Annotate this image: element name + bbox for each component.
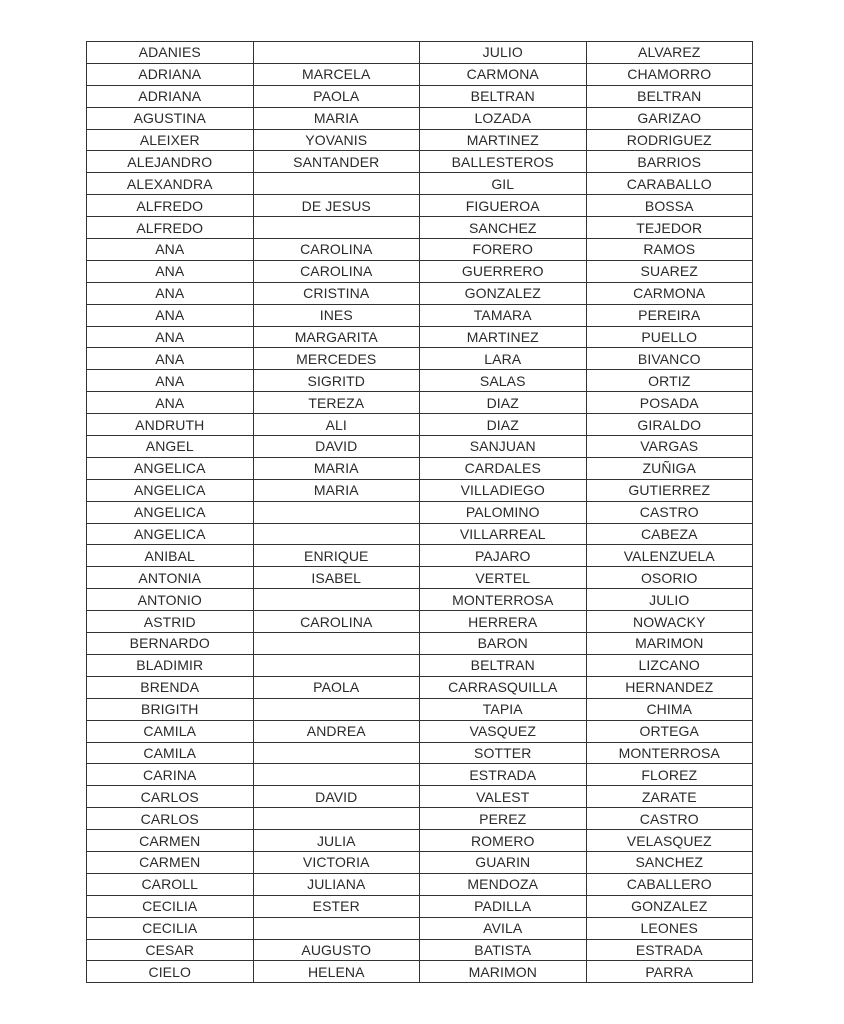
first-surname-cell: CARMONA <box>420 63 587 85</box>
second-name-cell: SANTANDER <box>253 151 420 173</box>
table-row <box>87 326 753 348</box>
names-table-body <box>87 42 753 983</box>
first-surname-cell: VERTEL <box>420 567 587 589</box>
second-name-cell: MARGARITA <box>253 326 420 348</box>
second-surname-cell: NOWACKY <box>586 611 753 633</box>
table-row <box>87 633 753 655</box>
second-name-cell: INES <box>253 304 420 326</box>
first-surname-cell: GIL <box>420 173 587 195</box>
second-surname-cell: PEREIRA <box>586 304 753 326</box>
second-surname-cell: TEJEDOR <box>586 217 753 239</box>
first-surname-cell: VILLADIEGO <box>420 479 587 501</box>
first-name-cell: ANA <box>87 239 254 261</box>
first-name-cell: CAROLL <box>87 873 254 895</box>
second-surname-cell: SANCHEZ <box>586 851 753 873</box>
second-surname-cell: GIRALDO <box>586 414 753 436</box>
first-name-cell: CARMEN <box>87 830 254 852</box>
table-row <box>87 436 753 458</box>
table-row <box>87 501 753 523</box>
table-row <box>87 961 753 983</box>
table-row <box>87 239 753 261</box>
table-row <box>87 195 753 217</box>
first-surname-cell: AVILA <box>420 917 587 939</box>
first-surname-cell: SOTTER <box>420 742 587 764</box>
second-surname-cell: CHIMA <box>586 698 753 720</box>
table-row <box>87 217 753 239</box>
first-name-cell: ANDRUTH <box>87 414 254 436</box>
second-name-cell: JULIA <box>253 830 420 852</box>
table-row <box>87 348 753 370</box>
first-surname-cell: MARTINEZ <box>420 326 587 348</box>
first-name-cell: ANA <box>87 392 254 414</box>
table-row <box>87 129 753 151</box>
table-row <box>87 392 753 414</box>
second-surname-cell: GARIZAO <box>586 107 753 129</box>
table-row <box>87 939 753 961</box>
second-surname-cell: VELASQUEZ <box>586 830 753 852</box>
first-name-cell: ADRIANA <box>87 85 254 107</box>
first-name-cell: ANA <box>87 260 254 282</box>
table-row <box>87 698 753 720</box>
second-surname-cell: BIVANCO <box>586 348 753 370</box>
second-name-cell: PAOLA <box>253 676 420 698</box>
second-surname-cell: PARRA <box>586 961 753 983</box>
second-surname-cell: BARRIOS <box>586 151 753 173</box>
second-surname-cell: CARABALLO <box>586 173 753 195</box>
second-name-cell <box>253 633 420 655</box>
first-name-cell: ANA <box>87 370 254 392</box>
table-row <box>87 764 753 786</box>
second-surname-cell: ORTEGA <box>586 720 753 742</box>
second-name-cell <box>253 742 420 764</box>
second-name-cell: DAVID <box>253 436 420 458</box>
table-row <box>87 545 753 567</box>
first-name-cell: ALFREDO <box>87 217 254 239</box>
first-surname-cell: JULIO <box>420 42 587 64</box>
table-row <box>87 85 753 107</box>
first-surname-cell: ESTRADA <box>420 764 587 786</box>
second-name-cell <box>253 917 420 939</box>
first-name-cell: ANGELICA <box>87 479 254 501</box>
second-surname-cell: BOSSA <box>586 195 753 217</box>
first-name-cell: ALEJANDRO <box>87 151 254 173</box>
first-surname-cell: VASQUEZ <box>420 720 587 742</box>
second-name-cell: MARIA <box>253 479 420 501</box>
second-surname-cell: ALVAREZ <box>586 42 753 64</box>
table-row <box>87 589 753 611</box>
first-name-cell: ANTONIO <box>87 589 254 611</box>
second-name-cell <box>253 501 420 523</box>
first-name-cell: CECILIA <box>87 917 254 939</box>
first-name-cell: ANA <box>87 282 254 304</box>
first-surname-cell: PADILLA <box>420 895 587 917</box>
second-name-cell: DAVID <box>253 786 420 808</box>
first-surname-cell: BELTRAN <box>420 654 587 676</box>
first-surname-cell: CARRASQUILLA <box>420 676 587 698</box>
first-name-cell: ALEXANDRA <box>87 173 254 195</box>
table-row <box>87 895 753 917</box>
second-name-cell: CAROLINA <box>253 260 420 282</box>
second-name-cell: JULIANA <box>253 873 420 895</box>
first-name-cell: CAMILA <box>87 742 254 764</box>
names-table <box>86 41 753 983</box>
table-row <box>87 107 753 129</box>
second-surname-cell: FLOREZ <box>586 764 753 786</box>
second-surname-cell: CASTRO <box>586 808 753 830</box>
first-name-cell: ANGELICA <box>87 457 254 479</box>
first-name-cell: BRIGITH <box>87 698 254 720</box>
second-name-cell: ALI <box>253 414 420 436</box>
first-surname-cell: DIAZ <box>420 414 587 436</box>
first-name-cell: CARMEN <box>87 851 254 873</box>
first-surname-cell: CARDALES <box>420 457 587 479</box>
second-name-cell <box>253 808 420 830</box>
first-surname-cell: SANCHEZ <box>420 217 587 239</box>
second-surname-cell: RAMOS <box>586 239 753 261</box>
first-surname-cell: BELTRAN <box>420 85 587 107</box>
table-row <box>87 457 753 479</box>
first-name-cell: BRENDA <box>87 676 254 698</box>
second-name-cell: DE JESUS <box>253 195 420 217</box>
second-surname-cell: LIZCANO <box>586 654 753 676</box>
table-row <box>87 851 753 873</box>
first-name-cell: CARLOS <box>87 786 254 808</box>
second-surname-cell: JULIO <box>586 589 753 611</box>
second-name-cell: TEREZA <box>253 392 420 414</box>
table-row <box>87 282 753 304</box>
second-name-cell <box>253 589 420 611</box>
second-name-cell <box>253 173 420 195</box>
second-name-cell: VICTORIA <box>253 851 420 873</box>
first-surname-cell: MARIMON <box>420 961 587 983</box>
second-surname-cell: POSADA <box>586 392 753 414</box>
table-row <box>87 260 753 282</box>
second-name-cell: ISABEL <box>253 567 420 589</box>
first-name-cell: CECILIA <box>87 895 254 917</box>
second-surname-cell: GONZALEZ <box>586 895 753 917</box>
first-name-cell: ALFREDO <box>87 195 254 217</box>
first-name-cell: CAMILA <box>87 720 254 742</box>
first-surname-cell: SALAS <box>420 370 587 392</box>
first-name-cell: BERNARDO <box>87 633 254 655</box>
second-surname-cell: MONTERROSA <box>586 742 753 764</box>
table-row <box>87 720 753 742</box>
first-name-cell: ANA <box>87 326 254 348</box>
first-name-cell: ANTONIA <box>87 567 254 589</box>
first-surname-cell: DIAZ <box>420 392 587 414</box>
second-surname-cell: BELTRAN <box>586 85 753 107</box>
second-name-cell: MERCEDES <box>253 348 420 370</box>
second-name-cell <box>253 42 420 64</box>
first-surname-cell: MONTERROSA <box>420 589 587 611</box>
table-row <box>87 151 753 173</box>
table-row <box>87 808 753 830</box>
table-row <box>87 917 753 939</box>
table-row <box>87 742 753 764</box>
first-name-cell: CARINA <box>87 764 254 786</box>
second-surname-cell: LEONES <box>586 917 753 939</box>
second-surname-cell: ZUÑIGA <box>586 457 753 479</box>
first-surname-cell: ROMERO <box>420 830 587 852</box>
second-surname-cell: CASTRO <box>586 501 753 523</box>
second-name-cell: CAROLINA <box>253 239 420 261</box>
second-name-cell: PAOLA <box>253 85 420 107</box>
table-row <box>87 479 753 501</box>
second-surname-cell: CABALLERO <box>586 873 753 895</box>
table-row <box>87 567 753 589</box>
second-name-cell <box>253 654 420 676</box>
first-surname-cell: SANJUAN <box>420 436 587 458</box>
first-name-cell: ASTRID <box>87 611 254 633</box>
second-name-cell: ENRIQUE <box>253 545 420 567</box>
table-row <box>87 611 753 633</box>
table-row <box>87 42 753 64</box>
first-surname-cell: PAJARO <box>420 545 587 567</box>
second-name-cell: CAROLINA <box>253 611 420 633</box>
first-surname-cell: VILLARREAL <box>420 523 587 545</box>
second-surname-cell: CABEZA <box>586 523 753 545</box>
second-surname-cell: ZARATE <box>586 786 753 808</box>
first-name-cell: BLADIMIR <box>87 654 254 676</box>
first-surname-cell: GONZALEZ <box>420 282 587 304</box>
first-surname-cell: VALEST <box>420 786 587 808</box>
second-surname-cell: ESTRADA <box>586 939 753 961</box>
first-surname-cell: PALOMINO <box>420 501 587 523</box>
second-name-cell <box>253 217 420 239</box>
table-row <box>87 173 753 195</box>
second-name-cell <box>253 698 420 720</box>
second-name-cell: MARCELA <box>253 63 420 85</box>
first-surname-cell: BALLESTEROS <box>420 151 587 173</box>
first-name-cell: ANA <box>87 348 254 370</box>
first-name-cell: AGUSTINA <box>87 107 254 129</box>
table-row <box>87 63 753 85</box>
table-row <box>87 414 753 436</box>
first-name-cell: ANGEL <box>87 436 254 458</box>
table-row <box>87 786 753 808</box>
first-surname-cell: TAMARA <box>420 304 587 326</box>
first-name-cell: ADRIANA <box>87 63 254 85</box>
second-surname-cell: PUELLO <box>586 326 753 348</box>
second-name-cell: ANDREA <box>253 720 420 742</box>
first-surname-cell: PEREZ <box>420 808 587 830</box>
second-surname-cell: CARMONA <box>586 282 753 304</box>
second-name-cell: ESTER <box>253 895 420 917</box>
second-surname-cell: HERNANDEZ <box>586 676 753 698</box>
first-surname-cell: FIGUEROA <box>420 195 587 217</box>
second-name-cell: MARIA <box>253 457 420 479</box>
first-surname-cell: BATISTA <box>420 939 587 961</box>
second-surname-cell: RODRIGUEZ <box>586 129 753 151</box>
first-surname-cell: LARA <box>420 348 587 370</box>
second-surname-cell: GUTIERREZ <box>586 479 753 501</box>
second-surname-cell: OSORIO <box>586 567 753 589</box>
first-name-cell: ALEIXER <box>87 129 254 151</box>
first-name-cell: ANA <box>87 304 254 326</box>
table-row <box>87 830 753 852</box>
table-row <box>87 523 753 545</box>
first-surname-cell: GUERRERO <box>420 260 587 282</box>
first-name-cell: CARLOS <box>87 808 254 830</box>
first-surname-cell: TAPIA <box>420 698 587 720</box>
second-surname-cell: ORTIZ <box>586 370 753 392</box>
second-name-cell: SIGRITD <box>253 370 420 392</box>
first-name-cell: CIELO <box>87 961 254 983</box>
first-name-cell: CESAR <box>87 939 254 961</box>
second-surname-cell: VARGAS <box>586 436 753 458</box>
first-name-cell: ANGELICA <box>87 523 254 545</box>
second-surname-cell: VALENZUELA <box>586 545 753 567</box>
first-surname-cell: MENDOZA <box>420 873 587 895</box>
table-row <box>87 873 753 895</box>
table-row <box>87 676 753 698</box>
second-name-cell: MARIA <box>253 107 420 129</box>
second-name-cell <box>253 523 420 545</box>
first-surname-cell: GUARIN <box>420 851 587 873</box>
second-surname-cell: MARIMON <box>586 633 753 655</box>
first-surname-cell: HERRERA <box>420 611 587 633</box>
second-surname-cell: SUAREZ <box>586 260 753 282</box>
first-name-cell: ADANIES <box>87 42 254 64</box>
first-surname-cell: MARTINEZ <box>420 129 587 151</box>
table-row <box>87 654 753 676</box>
second-surname-cell: CHAMORRO <box>586 63 753 85</box>
second-name-cell: HELENA <box>253 961 420 983</box>
second-name-cell <box>253 764 420 786</box>
second-name-cell: YOVANIS <box>253 129 420 151</box>
first-surname-cell: FORERO <box>420 239 587 261</box>
second-name-cell: AUGUSTO <box>253 939 420 961</box>
first-name-cell: ANGELICA <box>87 501 254 523</box>
table-row <box>87 304 753 326</box>
first-name-cell: ANIBAL <box>87 545 254 567</box>
first-surname-cell: LOZADA <box>420 107 587 129</box>
second-name-cell: CRISTINA <box>253 282 420 304</box>
table-row <box>87 370 753 392</box>
first-surname-cell: BARON <box>420 633 587 655</box>
